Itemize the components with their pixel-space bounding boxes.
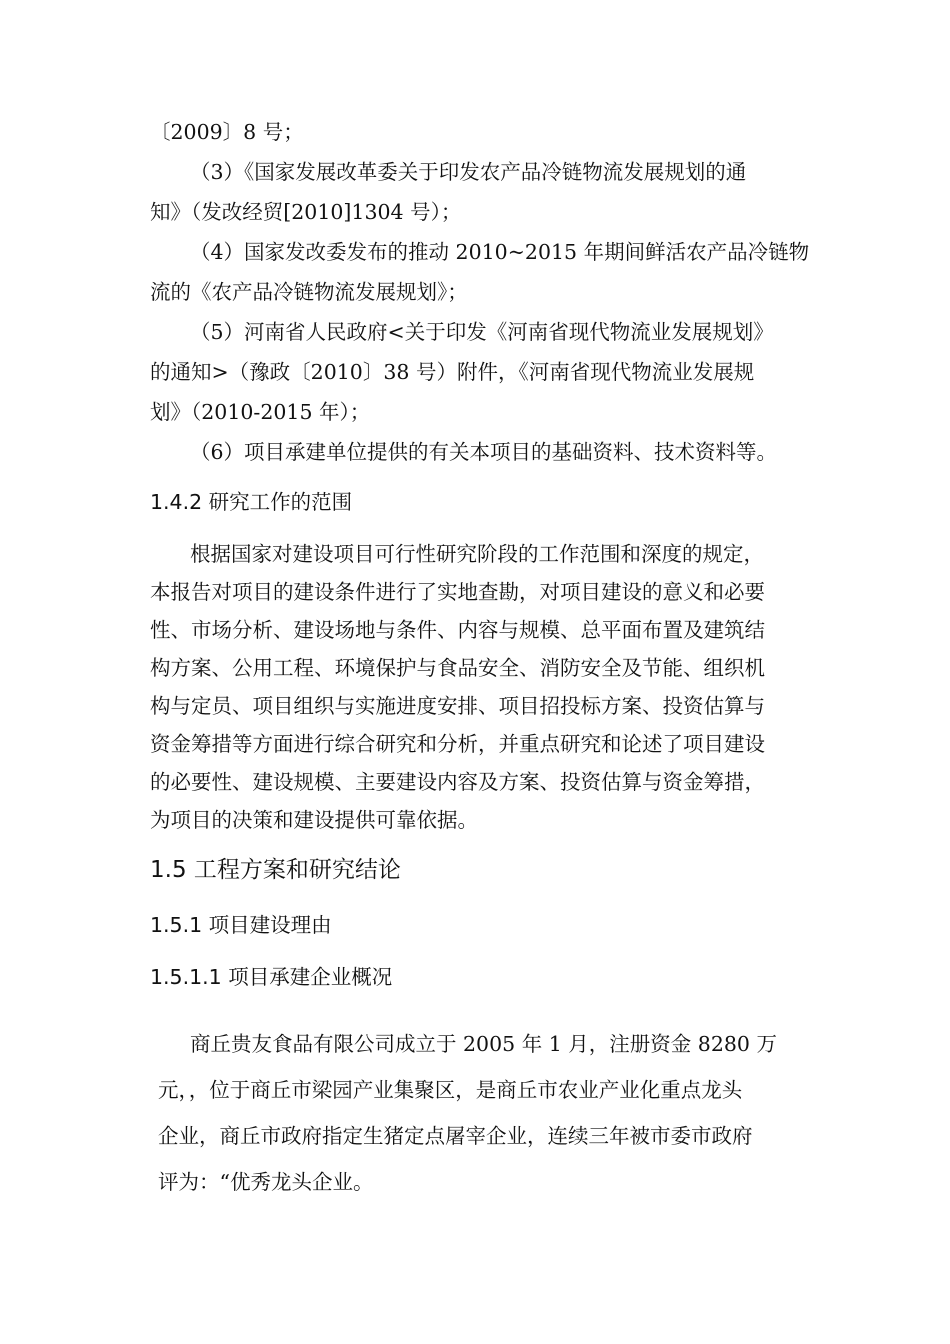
text-line-item-3-cont: 知》（发改经贸[2010]1304 号）； bbox=[150, 200, 462, 224]
paragraph-company-line-4: 评为：“优秀龙头企业。 bbox=[158, 1170, 374, 1194]
section-heading-1-4-2: 1.4.2 研究工作的范围 bbox=[150, 490, 353, 514]
paragraph-company-line-2: 元，，位于商丘市梁园产业集聚区，是商丘市农业产业化重点龙头 bbox=[158, 1078, 743, 1102]
paragraph-scope-line-2: 本报告对项目的建设条件进行了实地查勘，对项目建设的意义和必要 bbox=[150, 580, 765, 604]
paragraph-scope-line-5: 构与定员、项目组织与实施进度安排、项目招投标方案、投资估算与 bbox=[150, 694, 765, 718]
text-line-item-4-cont: 流的《农产品冷链物流发展规划》； bbox=[150, 280, 468, 304]
paragraph-scope-line-4: 构方案、公用工程、环境保护与食品安全、消防安全及节能、组织机 bbox=[150, 656, 765, 680]
text-line-item-3: （3）《国家发展改革委关于印发农产品冷链物流发展规划的通 bbox=[190, 160, 747, 184]
section-heading-1-5-1: 1.5.1 项目建设理由 bbox=[150, 913, 332, 937]
section-heading-1-5-1-1: 1.5.1.1 项目承建企业概况 bbox=[150, 965, 393, 989]
paragraph-company-line-1: 商丘贵友食品有限公司成立于 2005 年 1 月，注册资金 8280 万 bbox=[190, 1032, 777, 1056]
text-line-item-5: （5）河南省人民政府<关于印发《河南省现代物流业发展规划》 bbox=[190, 320, 774, 344]
paragraph-scope-line-3: 性、市场分析、建设场地与条件、内容与规模、总平面布置及建筑结 bbox=[150, 618, 765, 642]
text-line-item-6: （6）项目承建单位提供的有关本项目的基础资料、技术资料等。 bbox=[190, 440, 778, 464]
paragraph-scope-line-7: 的必要性、建设规模、主要建设内容及方案、投资估算与资金筹措， bbox=[150, 770, 765, 794]
paragraph-scope-line-6: 资金筹措等方面进行综合研究和分析，并重点研究和论述了项目建设 bbox=[150, 732, 765, 756]
text-line-decree-number: 〔2009〕8 号； bbox=[150, 120, 304, 144]
paragraph-scope-line-1: 根据国家对建设项目可行性研究阶段的工作范围和深度的规定， bbox=[190, 542, 764, 566]
paragraph-scope-line-8: 为项目的决策和建设提供可靠依据。 bbox=[150, 808, 478, 832]
paragraph-company-line-3: 企业，商丘市政府指定生猪定点屠宰企业，连续三年被市委市政府 bbox=[158, 1124, 753, 1148]
text-line-item-5-cont: 的通知>（豫政〔2010〕38 号）附件，《河南省现代物流业发展规 bbox=[150, 360, 755, 384]
text-line-item-4: （4）国家发改委发布的推动 2010~2015 年期间鲜活农产品冷链物 bbox=[190, 240, 810, 264]
text-line-item-5-cont-2: 划》（2010-2015 年）； bbox=[150, 400, 371, 424]
section-heading-1-5: 1.5 工程方案和研究结论 bbox=[150, 857, 401, 883]
